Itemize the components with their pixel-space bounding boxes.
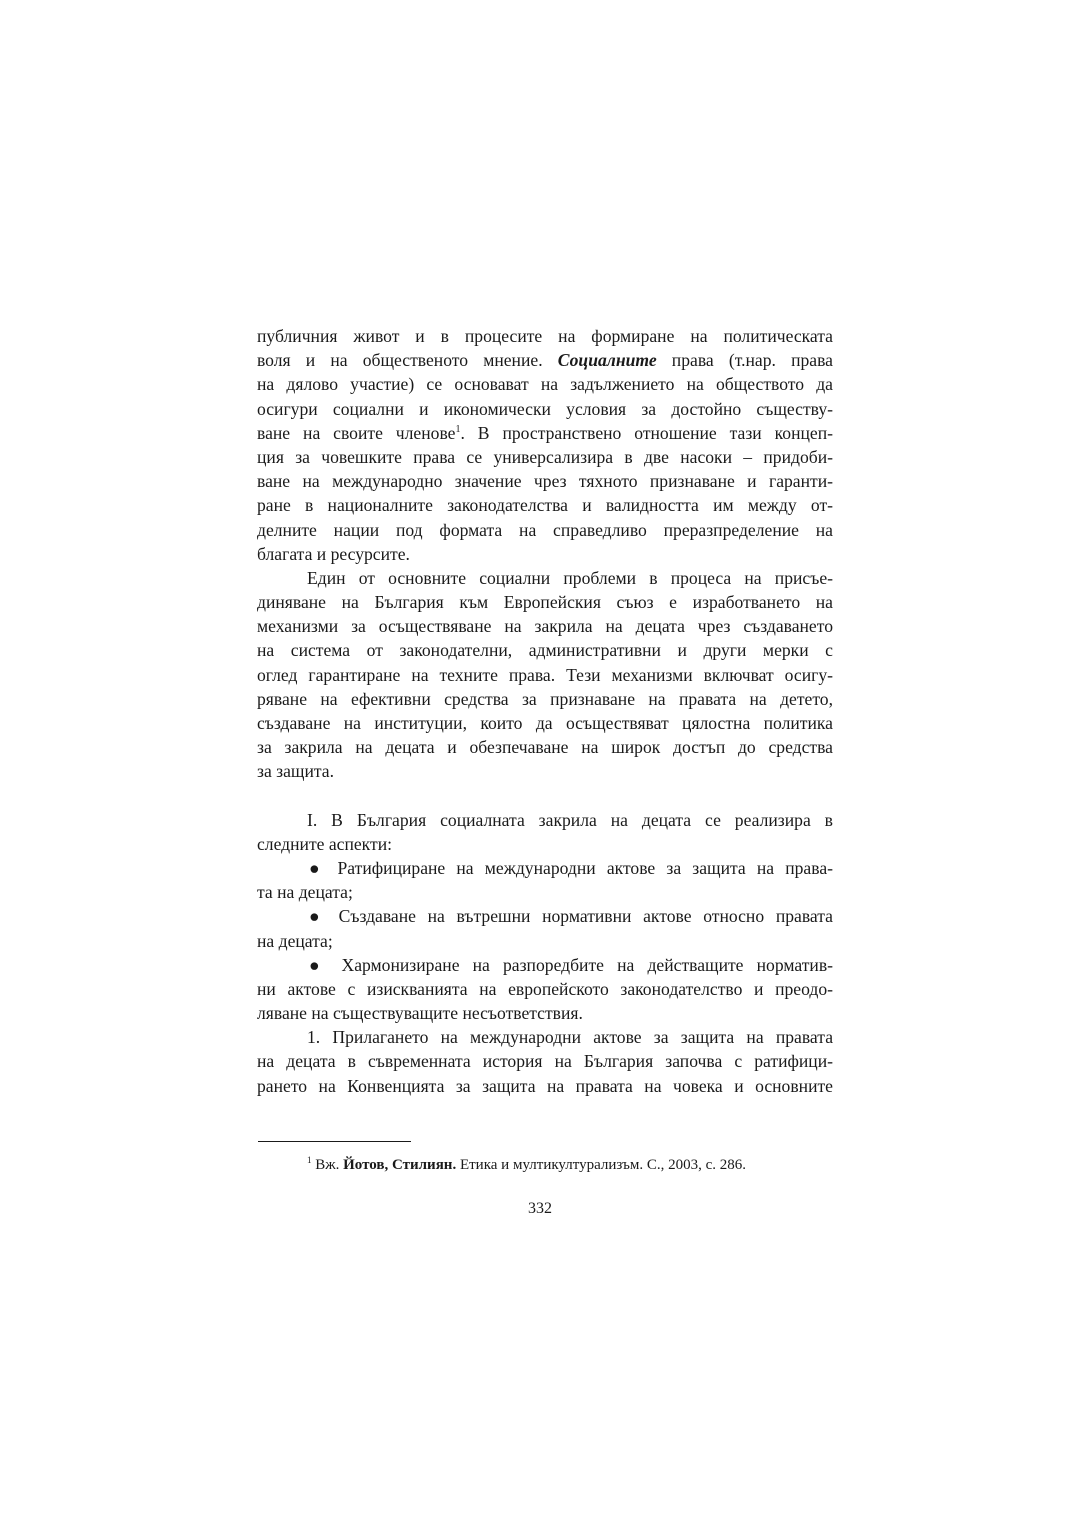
page-number: 332 [528,1200,552,1217]
text-line: публичния живот и в процесите на формиране на политическата [257,326,833,346]
text-line: диняване на България към Европейския съюз е изработването на [257,592,833,613]
text-segment: . В пространствено отношение тази концеп- [460,422,834,443]
text-line [257,421,833,445]
text-line: Един от основните социални проблеми в процеса на присъе- [307,567,833,588]
list-item [257,856,833,904]
text-line: на система от законодателни, административни и други мерки с [257,640,833,661]
footnote-citation: Етика и мултикултурализъм. С., 2003, с. 286. [456,1157,747,1173]
text-segment: ване на своите членове [257,422,456,443]
text-line: осигури социални и икономически условия за достойно съществу- [257,398,833,419]
text-line: делните нации под формата на справедливо преразпределение на [257,519,833,540]
text-line: ряване на ефективни средства за признаване на правата на детето, [257,688,833,709]
text-line: ● Хармонизиране на разпоредбите на действащите норматив- [309,954,833,975]
text-line: благата и ресурсите. [257,543,410,564]
paragraph-3 [257,1025,833,1098]
text-line: следните аспекти: [257,833,392,854]
aspects-list [257,856,833,1025]
section-spacer [257,784,833,808]
text-line: на децата; [257,930,333,951]
text-line: оглед гарантиране на техните права. Тези механизми включват осигу- [257,664,833,685]
footnote [307,1155,746,1175]
text-line [257,348,833,372]
text-line: за закрила на децата и обезпечаване на широк достъп до средства [257,737,833,758]
text-line: ни актове с изискванията на европейското законодателство и преодо- [257,978,833,999]
text-line: I. В България социалната закрила на децата се реализира в [307,809,833,830]
text-line: ляване на съществуващите несъответствия. [257,1003,583,1024]
footnote-mark: 1 [307,1155,312,1165]
text-line: ● Ратифициране на международни актове за защита на права- [309,857,833,878]
text-line: та на децата; [257,882,353,903]
text-line: механизми за осъществяване на закрила на децата чрез създаването [257,616,833,637]
section-1-heading [257,808,833,856]
text-segment: права (т.нар. права [656,350,833,371]
paragraph-1 [257,324,833,566]
text-line: рането на Конвенцията за защита на правата на човека и основните [257,1075,833,1096]
text-line: създаване на институции, които да осъществяват цялостна политика [257,713,833,733]
footnote-divider [258,1141,411,1142]
text-line: ване на международно значение чрез тяхното признаване и гаранти- [257,471,833,492]
text-line: 1. Прилагането на международни актове за защита на правата [307,1027,833,1048]
text-line: ция за човешките права се универсализира в две насоки – придоби- [257,446,833,467]
text-line: ● Създаване на вътрешни нормативни актове относно правата [309,906,833,927]
text-line: ране в националните законодателства и валидността им между от- [257,495,833,516]
footnote-author: Йотов, Стилиян. [343,1157,457,1173]
list-item [257,904,833,952]
footnote-prefix: Вж. [311,1157,344,1173]
footnote-reference[interactable]: 1 [455,423,461,435]
text-line: на дялово участие) се основават на задължението на обществото да [257,374,833,395]
text-segment: воля и на общественото мнение. [257,350,558,371]
emphasis-social: Социалните [557,350,657,371]
main-text [257,324,833,1098]
list-item [257,953,833,1026]
paragraph-2 [257,566,833,784]
text-line: за защита. [257,761,334,782]
text-line: на децата в съвременната история на България започва с ратифици- [257,1051,833,1072]
